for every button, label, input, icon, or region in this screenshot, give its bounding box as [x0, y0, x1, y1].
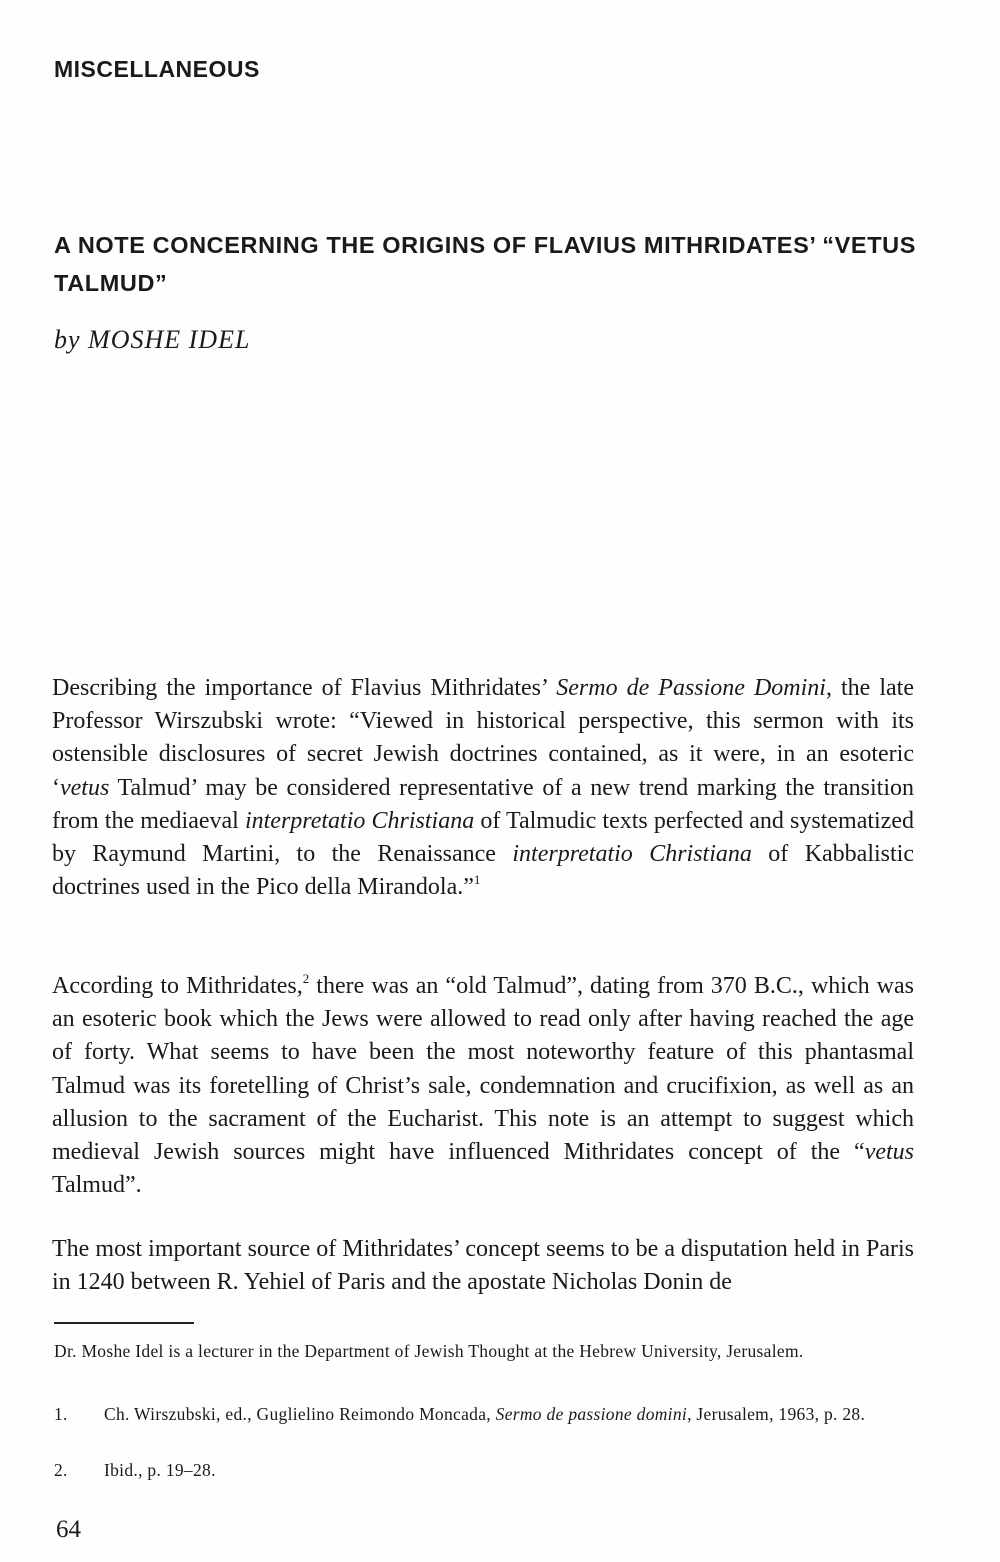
footnote-number: 2.	[54, 1460, 68, 1480]
footnote-rule	[54, 1322, 194, 1324]
footnote-2	[54, 1456, 916, 1484]
italic-run: Sermo de passione domini	[495, 1404, 688, 1424]
page-number: 64	[56, 1516, 81, 1543]
text-run: Describing the importance of Flavius Mithridates’	[52, 675, 557, 701]
footnote-ref-1[interactable]: 1	[473, 872, 481, 888]
italic-run: interpretatio Christiana	[244, 807, 475, 834]
text-run: of Kabbalistic doctrines used in the Pico della Mirandola.”	[52, 841, 914, 901]
author-name: MOSHE IDEL	[88, 325, 251, 354]
byline	[54, 325, 250, 355]
footnote-ref-2[interactable]: 2	[302, 971, 310, 986]
text-run: Ibid., p. 19–28.	[104, 1460, 216, 1480]
text-run: According to Mithridates,	[52, 973, 303, 999]
text-run: there was an “old Talmud”, dating from 370 B.C., which was an esoteric book which the Jews were allowed to read only after having reached the age of forty. What seems to have been the most noteworthy feature of this phantasmal Talmud was its foretelling of Christ’s sale, condemnation and crucifixion, as well as an allusion to the sacrament of the Eucharist. This note is an attempt to suggest which medieval Jewish sources might have influenced Mithridates concept of the “	[52, 973, 914, 1166]
text-run: Talmud’ may be considered representative of a new trend marking the transition from the mediaeval	[52, 774, 914, 834]
footnote-1	[54, 1400, 916, 1428]
author-footnote: Dr. Moshe Idel is a lecturer in the Department of Jewish Thought at the Hebrew University, Jerusalem.	[54, 1341, 804, 1361]
section-heading: MISCELLANEOUS	[54, 56, 260, 82]
text-run: , Jerusalem, 1963, p. 28.	[687, 1404, 866, 1424]
italic-run: vetus	[864, 1139, 914, 1166]
italic-run: vetus	[60, 774, 110, 801]
text-run: Ch. Wirszubski, ed., Guglielino Reimondo Moncada,	[104, 1404, 496, 1424]
text-run: , the late Professor Wirszubski wrote: “Viewed in historical perspective, this sermon with its ostensible disclosures of secret Jewish doctrines contained, as it were, in an esoteric ‘	[52, 675, 914, 801]
body-paragraph-2	[52, 970, 914, 1202]
italic-run: interpretatio Christiana	[512, 841, 752, 868]
footnote-number: 1.	[54, 1404, 68, 1424]
body-paragraph-1	[52, 672, 914, 904]
text-run: of Talmudic texts perfected and systematized by Raymund Martini, to the Renaissance	[52, 807, 914, 868]
article-title: A NOTE CONCERNING THE ORIGINS OF FLAVIUS MITHRIDATES’ “VETUS TALMUD”	[54, 232, 917, 296]
text-run: Talmud”.	[52, 1172, 142, 1199]
byline-prefix: by	[54, 325, 81, 354]
body-paragraph-3: The most important source of Mithridates’ concept seems to be a disputation held in Paris in 1240 between R. Yehiel of Paris and the apostate Nicholas Donin de	[52, 1236, 914, 1296]
italic-run: Sermo de Passione Domini	[556, 675, 826, 701]
